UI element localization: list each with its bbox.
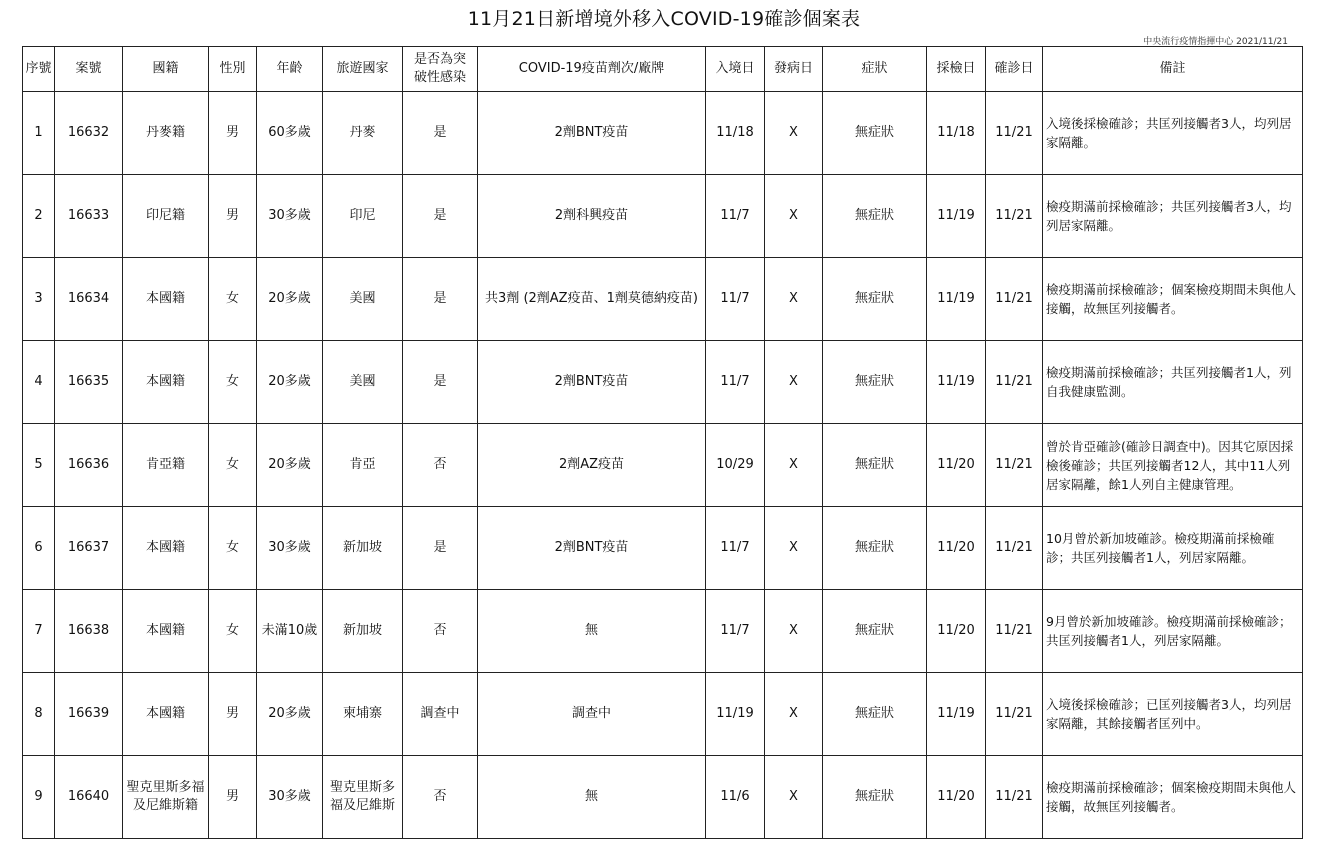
cell-sample-date: 11/20: [927, 756, 986, 839]
cell-sample-date: 11/20: [927, 424, 986, 507]
cell-serial: 2: [23, 175, 55, 258]
cell-serial: 9: [23, 756, 55, 839]
cell-onset-date: X: [765, 258, 823, 341]
cell-symptoms: 無症狀: [823, 590, 927, 673]
cell-confirm-date: 11/21: [986, 756, 1043, 839]
cell-breakthrough: 是: [403, 175, 478, 258]
cell-breakthrough: 是: [403, 507, 478, 590]
cell-vaccine: 調查中: [478, 673, 706, 756]
table-row: [23, 341, 1303, 424]
cell-sample-date: 11/19: [927, 341, 986, 424]
header-gender: 性別: [209, 47, 257, 92]
cell-breakthrough: 否: [403, 756, 478, 839]
header-breakthrough: [403, 47, 478, 92]
cell-entry-date: 11/7: [706, 341, 765, 424]
cell-notes: 入境後採檢確診；共匡列接觸者3人，均列居家隔離。: [1043, 92, 1303, 175]
table-row: [23, 673, 1303, 756]
cell-vaccine: 2劑科興疫苗: [478, 175, 706, 258]
cell-entry-date: 11/7: [706, 590, 765, 673]
cell-case-no: 16637: [55, 507, 123, 590]
table-row: [23, 175, 1303, 258]
cell-breakthrough: 是: [403, 92, 478, 175]
cell-serial: 4: [23, 341, 55, 424]
cell-age: 20多歲: [257, 424, 323, 507]
cell-travel-country-text: 聖克里斯多福及尼維斯: [329, 780, 395, 813]
cell-nationality: [123, 756, 209, 839]
cell-notes: 檢疫期滿前採檢確診；共匡列接觸者3人，均列居家隔離。: [1043, 175, 1303, 258]
cell-onset-date: X: [765, 175, 823, 258]
cell-breakthrough: 調查中: [403, 673, 478, 756]
table-row: [23, 92, 1303, 175]
cell-travel-country: 丹麥: [323, 92, 403, 175]
header-serial: 序號: [23, 47, 55, 92]
cell-vaccine: 2劑BNT疫苗: [478, 341, 706, 424]
cell-sample-date: 11/19: [927, 175, 986, 258]
cell-symptoms: 無症狀: [823, 341, 927, 424]
header-travel-country: 旅遊國家: [323, 47, 403, 92]
cell-travel-country: 新加坡: [323, 590, 403, 673]
cell-nationality: 本國籍: [123, 341, 209, 424]
cell-confirm-date: 11/21: [986, 341, 1043, 424]
cell-age: 20多歲: [257, 258, 323, 341]
cell-symptoms: 無症狀: [823, 175, 927, 258]
cell-age: 30多歲: [257, 507, 323, 590]
cell-nationality: 丹麥籍: [123, 92, 209, 175]
cell-gender: 女: [209, 258, 257, 341]
cell-case-no: 16635: [55, 341, 123, 424]
table-row: [23, 258, 1303, 341]
cell-nationality: 印尼籍: [123, 175, 209, 258]
header-age: 年齡: [257, 47, 323, 92]
cell-confirm-date: 11/21: [986, 175, 1043, 258]
cell-confirm-date: 11/21: [986, 258, 1043, 341]
header-entry-date: 入境日: [706, 47, 765, 92]
cell-serial: 1: [23, 92, 55, 175]
cell-entry-date: 11/7: [706, 175, 765, 258]
header-nationality: 國籍: [123, 47, 209, 92]
cell-breakthrough: 是: [403, 258, 478, 341]
header-sample-date: 採檢日: [927, 47, 986, 92]
cell-nationality-text: 聖克里斯多福及尼維斯籍: [126, 780, 205, 813]
cell-notes: 檢疫期滿前採檢確診；個案檢疫期間未與他人接觸，故無匡列接觸者。: [1043, 756, 1303, 839]
cell-gender: 男: [209, 175, 257, 258]
cell-nationality: 本國籍: [123, 590, 209, 673]
cell-onset-date: X: [765, 507, 823, 590]
cell-vaccine: 無: [478, 756, 706, 839]
cell-vaccine: 2劑BNT疫苗: [478, 92, 706, 175]
cell-nationality: 本國籍: [123, 507, 209, 590]
cell-onset-date: X: [765, 673, 823, 756]
cell-travel-country: 肯亞: [323, 424, 403, 507]
cell-entry-date: 10/29: [706, 424, 765, 507]
cell-vaccine: 2劑AZ疫苗: [478, 424, 706, 507]
cell-onset-date: X: [765, 424, 823, 507]
cell-serial: 8: [23, 673, 55, 756]
cell-entry-date: 11/19: [706, 673, 765, 756]
table-row: [23, 590, 1303, 673]
cell-confirm-date: 11/21: [986, 507, 1043, 590]
cell-confirm-date: 11/21: [986, 424, 1043, 507]
cell-vaccine: 共3劑 (2劑AZ疫苗、1劑莫德納疫苗): [478, 258, 706, 341]
cell-sample-date: 11/19: [927, 258, 986, 341]
header-confirm-date: 確診日: [986, 47, 1043, 92]
cell-sample-date: 11/20: [927, 507, 986, 590]
cell-case-no: 16639: [55, 673, 123, 756]
table-row: [23, 756, 1303, 839]
cell-confirm-date: 11/21: [986, 92, 1043, 175]
cell-onset-date: X: [765, 756, 823, 839]
cell-breakthrough: 否: [403, 590, 478, 673]
header-breakthrough-text: 是否為突破性感染: [413, 52, 466, 85]
cell-entry-date: 11/7: [706, 507, 765, 590]
cell-notes: 9月曾於新加坡確診。檢疫期滿前採檢確診；共匡列接觸者1人，列居家隔離。: [1043, 590, 1303, 673]
cell-symptoms: 無症狀: [823, 92, 927, 175]
cell-symptoms: 無症狀: [823, 673, 927, 756]
cell-onset-date: X: [765, 92, 823, 175]
cell-travel-country: 美國: [323, 258, 403, 341]
cell-travel-country: 印尼: [323, 175, 403, 258]
cell-notes: 檢疫期滿前採檢確診；共匡列接觸者1人，列自我健康監測。: [1043, 341, 1303, 424]
header-vaccine: COVID-19疫苗劑次/廠牌: [478, 47, 706, 92]
cell-breakthrough: 是: [403, 341, 478, 424]
cell-age: 20多歲: [257, 341, 323, 424]
cell-notes: 入境後採檢確診；已匡列接觸者3人，均列居家隔離，其餘接觸者匡列中。: [1043, 673, 1303, 756]
cell-symptoms: 無症狀: [823, 756, 927, 839]
cell-gender: 女: [209, 507, 257, 590]
source-date: 中央流行疫情指揮中心 2021/11/21: [1143, 37, 1288, 47]
cell-gender: 男: [209, 673, 257, 756]
cell-nationality: 本國籍: [123, 258, 209, 341]
cell-case-no: 16636: [55, 424, 123, 507]
cell-travel-country: 柬埔寨: [323, 673, 403, 756]
header-row: [23, 47, 1303, 92]
cell-travel-country: [323, 756, 403, 839]
cell-symptoms: 無症狀: [823, 424, 927, 507]
header-case-no: 案號: [55, 47, 123, 92]
cell-case-no: 16640: [55, 756, 123, 839]
cell-sample-date: 11/20: [927, 590, 986, 673]
cell-confirm-date: 11/21: [986, 673, 1043, 756]
cell-confirm-date: 11/21: [986, 590, 1043, 673]
cell-gender: 男: [209, 756, 257, 839]
cell-serial: 6: [23, 507, 55, 590]
cell-gender: 女: [209, 341, 257, 424]
cell-symptoms: 無症狀: [823, 507, 927, 590]
header-notes: 備註: [1043, 47, 1303, 92]
cell-sample-date: 11/18: [927, 92, 986, 175]
cell-onset-date: X: [765, 590, 823, 673]
cell-travel-country: 新加坡: [323, 507, 403, 590]
cell-notes: 10月曾於新加坡確診。檢疫期滿前採檢確診；共匡列接觸者1人，列居家隔離。: [1043, 507, 1303, 590]
cell-gender: 男: [209, 92, 257, 175]
cell-travel-country: 美國: [323, 341, 403, 424]
cell-onset-date: X: [765, 341, 823, 424]
cell-vaccine: 2劑BNT疫苗: [478, 507, 706, 590]
cell-notes: 曾於肯亞確診(確診日調查中)。因其它原因採檢後確診；共匡列接觸者12人，其中11人列居家隔離，餘1人列自主健康管理。: [1043, 424, 1303, 507]
cell-symptoms: 無症狀: [823, 258, 927, 341]
cell-serial: 5: [23, 424, 55, 507]
header-symptoms: 症狀: [823, 47, 927, 92]
cell-entry-date: 11/6: [706, 756, 765, 839]
table-row: [23, 424, 1303, 507]
cell-gender: 女: [209, 590, 257, 673]
cell-age: 60多歲: [257, 92, 323, 175]
cell-case-no: 16633: [55, 175, 123, 258]
cell-age: 20多歲: [257, 673, 323, 756]
cell-serial: 3: [23, 258, 55, 341]
cell-entry-date: 11/18: [706, 92, 765, 175]
header-onset-date: 發病日: [765, 47, 823, 92]
cell-gender: 女: [209, 424, 257, 507]
cell-age: 30多歲: [257, 175, 323, 258]
cell-case-no: 16638: [55, 590, 123, 673]
cell-age: 未滿10歲: [257, 590, 323, 673]
page-title: 11月21日新增境外移入COVID-19確診個案表: [467, 8, 861, 30]
table-row: [23, 507, 1303, 590]
cell-notes: 檢疫期滿前採檢確診；個案檢疫期間未與他人接觸，故無匡列接觸者。: [1043, 258, 1303, 341]
cell-entry-date: 11/7: [706, 258, 765, 341]
cell-breakthrough: 否: [403, 424, 478, 507]
cell-sample-date: 11/19: [927, 673, 986, 756]
cell-case-no: 16634: [55, 258, 123, 341]
cell-vaccine: 無: [478, 590, 706, 673]
cell-case-no: 16632: [55, 92, 123, 175]
cell-serial: 7: [23, 590, 55, 673]
case-table: [22, 46, 1303, 839]
cell-nationality: 肯亞籍: [123, 424, 209, 507]
cell-nationality: 本國籍: [123, 673, 209, 756]
cell-age: 30多歲: [257, 756, 323, 839]
